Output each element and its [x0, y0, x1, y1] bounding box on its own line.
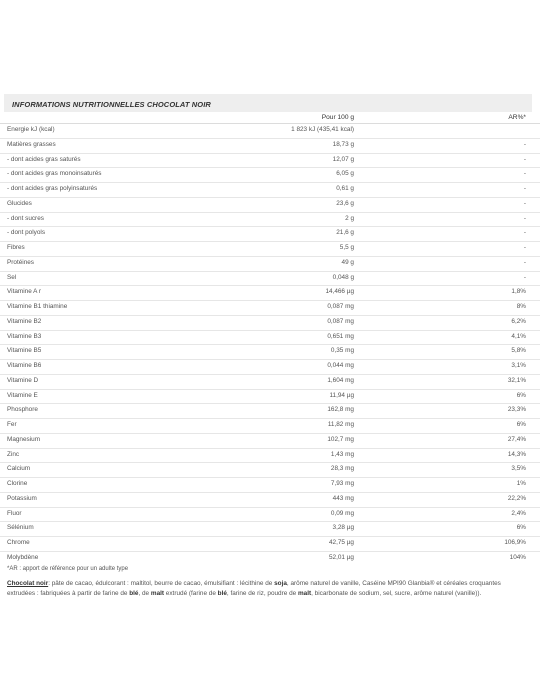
- nutrient-ar: -: [523, 199, 526, 207]
- nutrient-ar: 22,2%: [507, 494, 526, 502]
- table-row: [0, 344, 540, 359]
- nutrient-name: Zinc: [7, 450, 20, 458]
- nutrient-name: Vitamine B6: [7, 362, 42, 369]
- table-row: [0, 551, 540, 566]
- nutrient-ar: 104%: [509, 553, 526, 561]
- table-row: [0, 167, 540, 182]
- nutrient-value: 102,7 mg: [327, 435, 354, 443]
- nutrient-ar: -: [523, 170, 526, 178]
- nutrient-value: 2 g: [345, 214, 354, 222]
- table-row: [0, 492, 540, 507]
- nutrient-name: Energie kJ (kcal): [7, 126, 55, 133]
- ingredient-text: , arôme naturel de vanille, Caséine MPI90 Glanbia® et céréales croquantes extrudées : fabriquées à partir de farine de: [7, 580, 501, 597]
- nutrient-name: Glucides: [7, 199, 32, 207]
- table-row: [0, 300, 540, 315]
- nutrient-name: Chrome: [7, 539, 30, 546]
- nutrient-name: Calcium: [7, 465, 31, 473]
- table-row: [0, 271, 540, 286]
- nutrient-ar: -: [523, 185, 526, 192]
- nutrient-ar: 106,9%: [504, 539, 526, 546]
- nutrient-value: 11,82 mg: [327, 421, 354, 428]
- nutrient-name: Vitamine B1 thiamine: [7, 303, 68, 310]
- table-row: [0, 448, 540, 463]
- table-row: [0, 226, 540, 241]
- nutrient-ar: -: [523, 214, 526, 222]
- nutrient-name: Vitamine A r: [7, 288, 41, 296]
- nutrient-name: Vitamine D: [7, 376, 39, 384]
- nutrient-ar: 2,4%: [511, 509, 526, 517]
- nutrient-value: 6,05 g: [336, 170, 354, 178]
- nutrient-name: Fer: [7, 421, 17, 428]
- nutrient-ar: 6,2%: [511, 317, 526, 325]
- table-row: [0, 507, 540, 522]
- nutrient-name: Clorine: [7, 480, 28, 487]
- nutrient-value: 7,93 mg: [330, 480, 354, 487]
- table-row: [0, 374, 540, 389]
- table-row: [0, 285, 540, 300]
- nutrient-value: 3,28 µg: [332, 524, 354, 532]
- nutrient-name: Vitamine B3: [7, 332, 42, 340]
- table-row: [0, 403, 540, 418]
- nutrient-ar: 5,8%: [511, 347, 526, 355]
- nutrient-ar: 3,1%: [511, 362, 526, 369]
- allergen-text: malt: [297, 589, 312, 597]
- nutrient-name: - dont acides gras polyinsaturés: [7, 185, 98, 192]
- nutrient-name: - dont sucres: [7, 214, 44, 222]
- nutrient-ar: 1,8%: [511, 288, 526, 296]
- nutrient-value: 0,35 mg: [330, 347, 354, 355]
- nutrient-ar: 3,5%: [511, 465, 526, 473]
- ingredient-text: , farine de riz, poudre de: [226, 589, 298, 597]
- ingredient-text: : pâte de cacao, édulcorant : maltitol, beurre de cacao, émulsifiant : lécithine de: [48, 580, 275, 587]
- nutrient-value: 1 823 kJ (435,41 kcal): [291, 126, 354, 133]
- table-title-bar: [4, 94, 532, 112]
- nutrient-value: 23,6 g: [336, 199, 354, 207]
- table-row: [0, 315, 540, 330]
- table-row: [0, 197, 540, 212]
- nutrient-name: Molybdène: [7, 553, 39, 561]
- table-row: [0, 462, 540, 477]
- ingredient-text: , bicarbonate de sodium, sel, sucre, arôme naturel (vanille)).: [311, 589, 482, 597]
- nutrient-ar: 8%: [516, 303, 526, 310]
- ingredient-text: , de: [138, 589, 151, 597]
- table-row: [0, 359, 540, 374]
- ingredient-text: extrudé (farine de: [164, 589, 218, 597]
- nutrient-name: Potassium: [7, 494, 37, 502]
- nutrient-ar: 27,4%: [507, 435, 526, 443]
- nutrient-name: Fibres: [7, 244, 25, 251]
- nutrient-ar: 6%: [516, 524, 526, 532]
- table-row: [0, 212, 540, 227]
- nutrient-ar: -: [523, 155, 526, 163]
- nutrient-name: - dont acides gras saturés: [7, 155, 81, 163]
- nutrient-value: 42,75 µg: [328, 539, 354, 546]
- nutrient-ar: 4,1%: [511, 332, 526, 340]
- nutrient-name: Phosphore: [7, 406, 38, 414]
- nutrient-value: 0,048 g: [332, 273, 354, 281]
- header-per-100g: Pour 100 g: [321, 114, 354, 121]
- table-row: [0, 153, 540, 168]
- allergen-text: soja: [274, 580, 287, 587]
- nutrient-name: Sélénium: [7, 524, 34, 532]
- nutrient-value: 0,044 mg: [327, 362, 354, 369]
- nutrient-value: 12,07 g: [332, 155, 354, 163]
- table-row: [0, 521, 540, 536]
- table-row: [0, 389, 540, 404]
- header-ar: AR%*: [508, 114, 526, 121]
- nutrient-value: 18,73 g: [332, 140, 354, 148]
- ingredients-text: [7, 579, 529, 598]
- nutrient-ar: -: [523, 140, 526, 148]
- nutrient-ar: 1%: [516, 480, 526, 487]
- table-row: [0, 477, 540, 492]
- nutrient-name: - dont acides gras monoinsaturés: [7, 170, 102, 178]
- allergen-text: blé: [129, 589, 139, 597]
- table-row: [0, 138, 540, 153]
- nutrient-ar: 14,3%: [507, 450, 526, 458]
- nutrient-name: - dont polyols: [7, 229, 46, 237]
- ingredients-lead: Chocolat noir: [7, 580, 49, 587]
- nutrient-ar: 32,1%: [507, 376, 526, 384]
- table-title: INFORMATIONS NUTRITIONNELLES CHOCOLAT NOIR: [12, 100, 211, 109]
- nutrient-name: Protéines: [7, 258, 34, 266]
- nutrient-ar: -: [523, 244, 526, 251]
- nutrient-value: 1,43 mg: [330, 450, 354, 458]
- nutrient-ar: -: [523, 273, 526, 281]
- nutrient-value: 5,5 g: [339, 244, 354, 251]
- table-row: [0, 256, 540, 271]
- nutrient-ar: 23,3%: [507, 406, 526, 414]
- nutrient-value: 11,94 µg: [329, 391, 354, 399]
- nutrient-value: 0,087 mg: [327, 317, 354, 325]
- nutrient-name: Magnesium: [7, 435, 41, 443]
- nutrient-value: 14,466 µg: [325, 288, 354, 296]
- ar-footnote: *AR : apport de référence pour un adulte type: [7, 566, 129, 572]
- nutrient-name: Vitamine B2: [7, 317, 42, 325]
- nutrient-value: 0,087 mg: [327, 303, 354, 310]
- nutrient-value: 52,01 µg: [328, 553, 354, 561]
- nutrient-name: Vitamine E: [7, 391, 38, 399]
- allergen-text: blé: [217, 589, 227, 597]
- nutrient-value: 162,8 mg: [327, 406, 354, 414]
- table-row: [0, 330, 540, 345]
- table-row: [0, 241, 540, 256]
- nutrient-value: 0,09 mg: [330, 509, 354, 517]
- table-row: [0, 123, 540, 138]
- nutrient-value: 49 g: [341, 258, 354, 266]
- nutrient-value: 21,6 g: [336, 229, 354, 237]
- nutrient-name: Fluor: [7, 509, 22, 517]
- nutrient-ar: 6%: [516, 421, 526, 428]
- table-row: [0, 418, 540, 433]
- table-row: [0, 536, 540, 551]
- nutrient-ar: -: [523, 258, 526, 266]
- table-row: [0, 433, 540, 448]
- nutrient-ar: -: [523, 229, 526, 237]
- nutrient-name: Vitamine B5: [7, 347, 42, 355]
- nutrient-value: 0,61 g: [336, 185, 354, 192]
- nutrient-value: 0,651 mg: [327, 332, 354, 340]
- nutrient-value: 28,3 mg: [330, 465, 354, 473]
- nutrient-name: Matières grasses: [7, 140, 56, 148]
- table-row: [0, 182, 540, 197]
- nutrient-name: Sel: [7, 273, 17, 281]
- allergen-text: malt: [150, 589, 165, 597]
- nutrient-ar: 6%: [516, 391, 526, 399]
- nutrient-value: 443 mg: [332, 494, 354, 502]
- nutrient-value: 1,604 mg: [327, 376, 354, 384]
